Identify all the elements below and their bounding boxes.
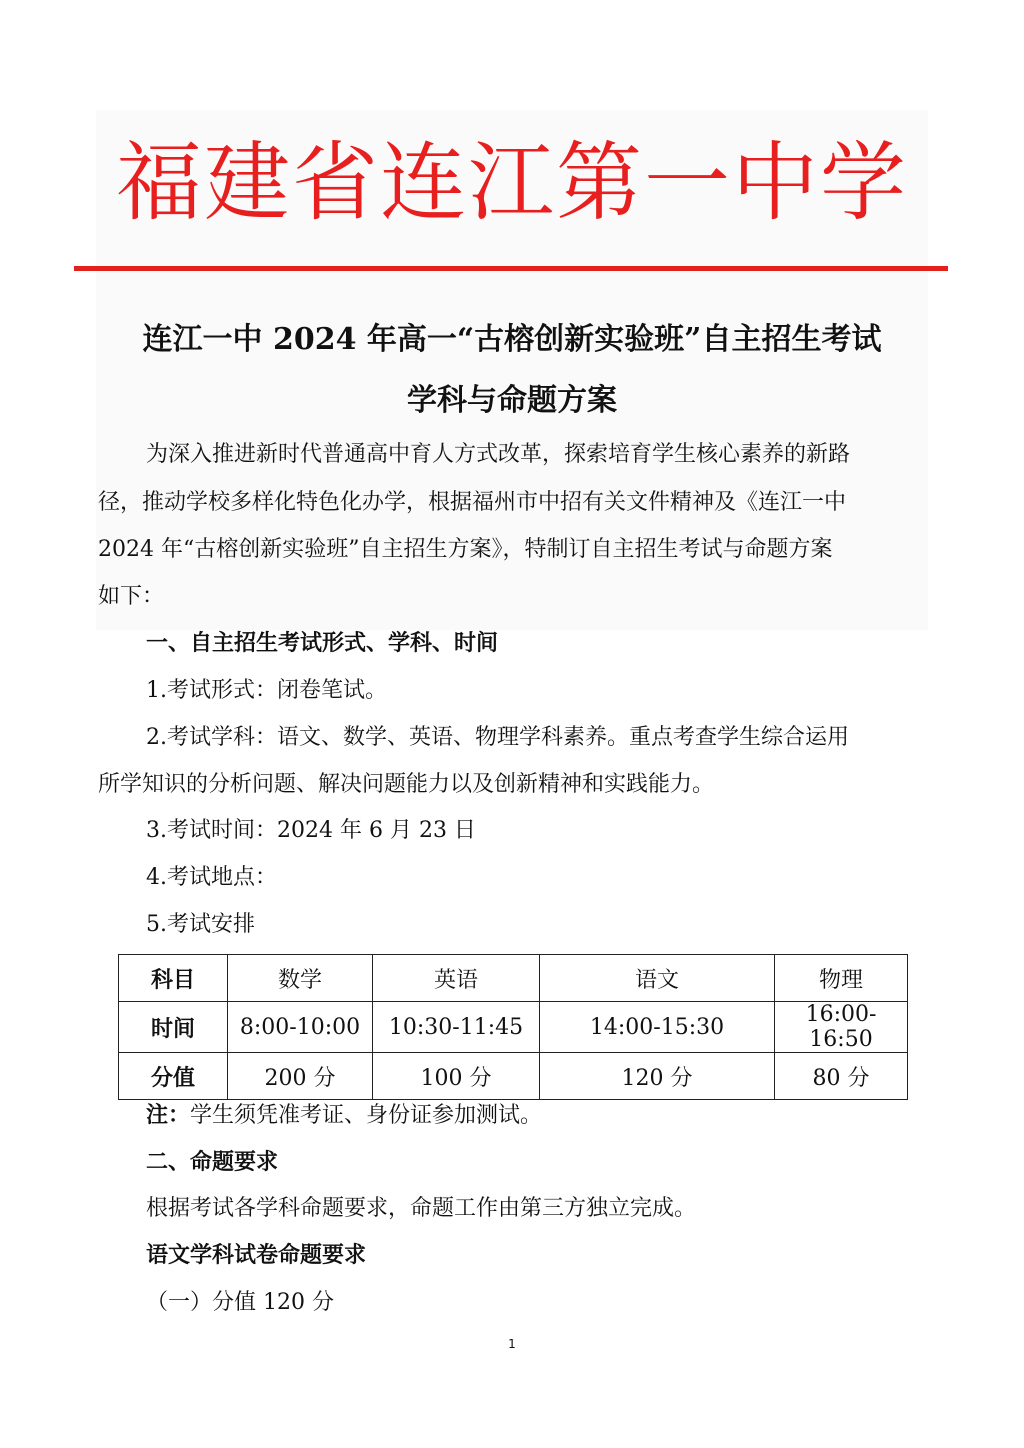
table-cell: 英语 [373,955,540,1002]
document-title-line-1: 连江一中 2024 年高一“古榕创新实验班”自主招生考试 [142,322,882,357]
table-note [146,1100,542,1131]
exam-location-item: 4.考试地点： [146,865,277,890]
school-masthead: 福建省连江第一中学 [116,133,908,233]
exam-date-item: 3.考试时间：2024 年 6 月 23 日 [146,818,476,843]
section-1-heading: 一、自主招生考试形式、学科、时间 [146,630,499,656]
table-cell: 8:00-10:00 [228,1002,373,1053]
section-2-text: 根据考试各学科命题要求，命题工作由第三方独立完成。 [146,1196,697,1221]
section-2-heading: 二、命题要求 [146,1149,279,1175]
red-divider-rule [74,266,948,271]
table-cell: 80 分 [775,1053,908,1100]
note-label: 注： [146,1102,191,1128]
table-cell: 物理 [775,955,908,1002]
exam-schedule-item: 5.考试安排 [146,912,255,937]
exam-format-item: 1.考试形式：闭卷笔试。 [146,678,387,703]
note-text: 学生须凭准考证、身份证参加测试。 [190,1103,543,1128]
exam-schedule-table [118,954,908,1100]
exam-subjects-item-line-2: 所学知识的分析问题、解决问题能力以及创新精神和实践能力。 [98,772,715,797]
table-cell: 10:30-11:45 [373,1002,540,1053]
intro-paragraph-line-4: 如下： [98,584,165,609]
page-number: 1 [508,1337,516,1351]
table-cell: 16:00-16:50 [775,1002,908,1053]
table-cell: 数学 [228,955,373,1002]
table-cell: 语文 [540,955,775,1002]
table-cell: 科目 [119,955,228,1002]
table-row-score [119,1053,908,1100]
table-cell: 时间 [119,1002,228,1053]
intro-paragraph-line-3: 2024 年“古榕创新实验班”自主招生方案》，特制订自主招生考试与命题方案 [98,537,833,562]
chinese-section-heading: 语文学科试卷命题要求 [146,1242,367,1268]
table-row-subjects [119,955,908,1002]
chinese-score-item: （一）分值 120 分 [146,1290,334,1315]
intro-paragraph-line-2: 径，推动学校多样化特色化办学，根据福州市中招有关文件精神及《连江一中 [98,490,847,515]
table-cell: 100 分 [373,1053,540,1100]
table-row-time [119,1002,908,1053]
table-cell: 分值 [119,1053,228,1100]
table-cell: 120 分 [540,1053,775,1100]
document-title-line-2: 学科与命题方案 [407,383,617,418]
intro-paragraph-line-1: 为深入推进新时代普通高中育人方式改革，探索培育学生核心素养的新路 [146,442,851,467]
exam-subjects-item-line-1: 2.考试学科：语文、数学、英语、物理学科素养。重点考查学生综合运用 [146,725,849,750]
table-cell: 14:00-15:30 [540,1002,775,1053]
table-cell: 200 分 [228,1053,373,1100]
